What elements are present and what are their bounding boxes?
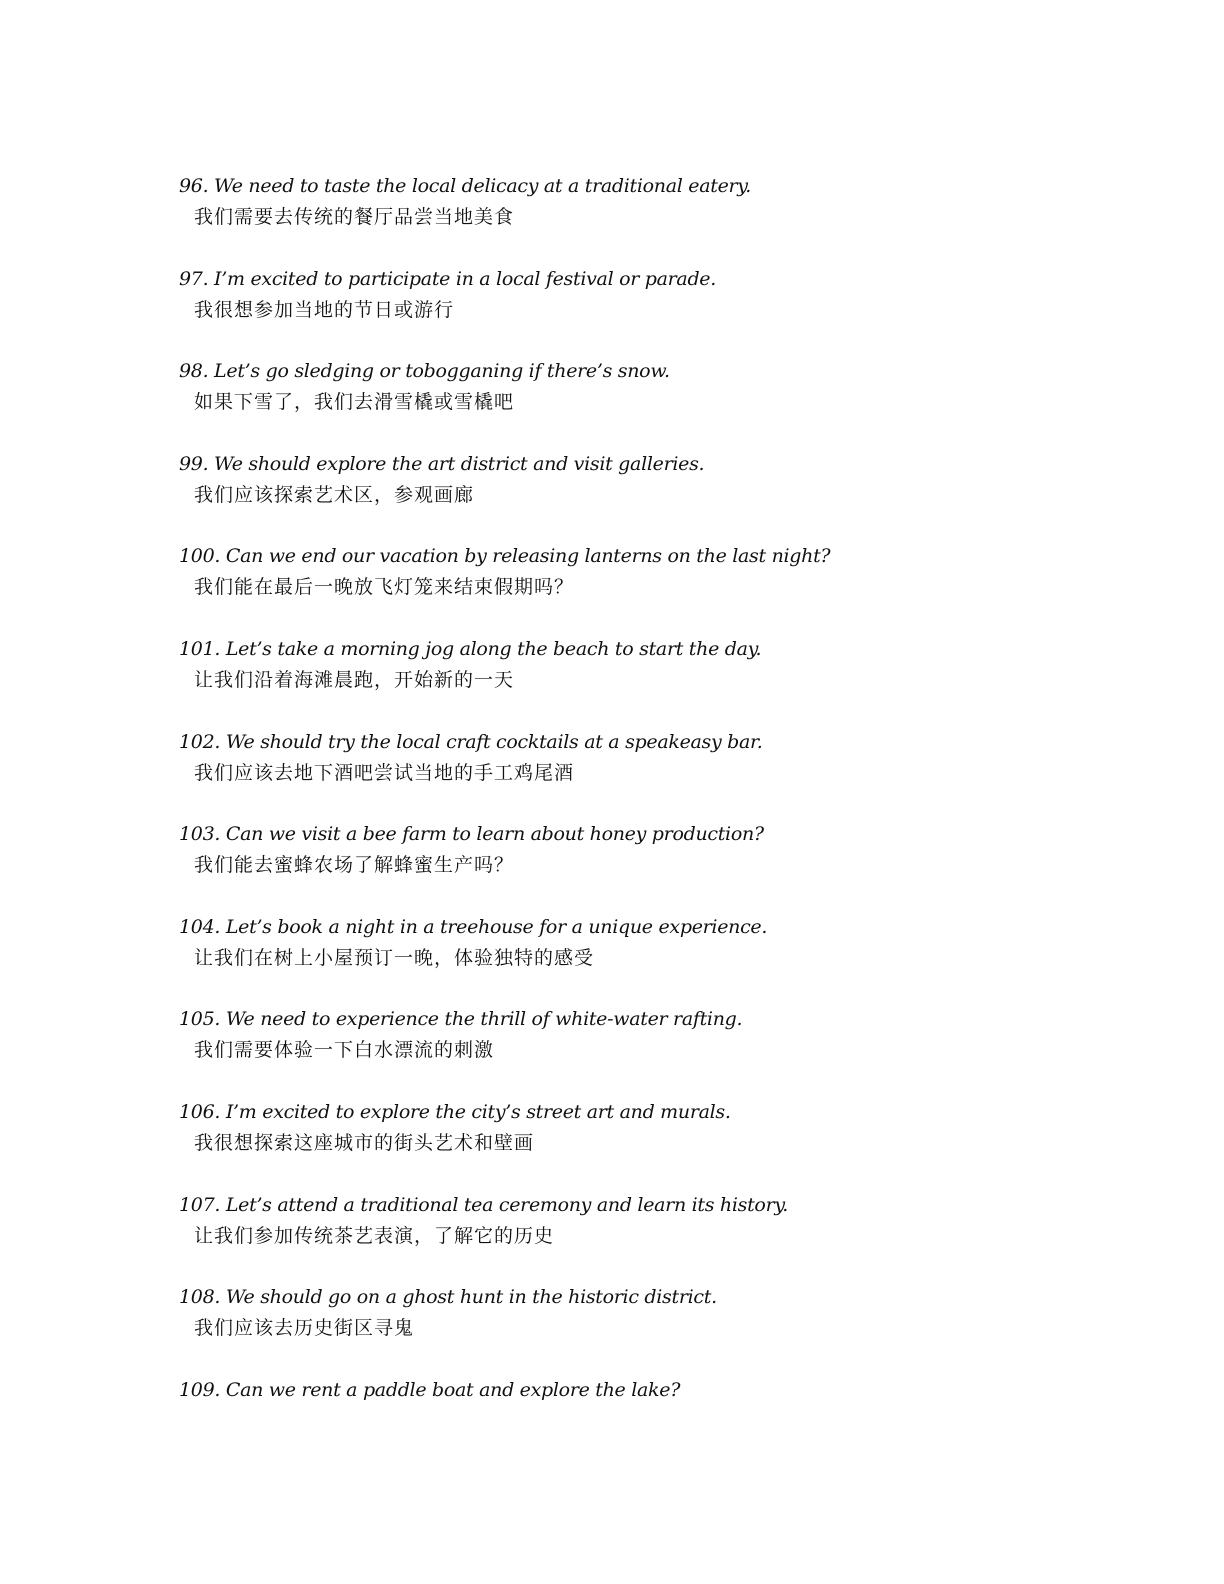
phrase-entry-109 [179,1376,1139,1469]
english-sentence: 102. We should try the local craft cocktails at a speakeasy bar. [179,730,763,753]
phrase-entry-107 [179,1191,1139,1284]
phrase-entry-96 [179,172,1139,265]
phrase-entry-97 [179,265,1139,358]
english-sentence: 108. We should go on a ghost hunt in the historic district. [179,1286,717,1309]
chinese-translation: 让我们参加传统茶艺表演，了解它的历史 [194,1224,555,1247]
chinese-translation: 我们能在最后一晚放飞灯笼来结束假期吗？ [194,576,575,599]
phrase-entry-106 [179,1098,1139,1191]
phrase-entry-108 [179,1283,1139,1376]
english-sentence: 106. I’m excited to explore the city’s street art and murals. [179,1100,731,1123]
chinese-translation: 我们应该去历史街区寻鬼 [194,1317,415,1340]
english-sentence: 96. We need to taste the local delicacy at a traditional eatery. [179,175,751,197]
phrase-entry-99 [179,450,1139,543]
english-sentence: 98. Let’s go sledging or tobogganing if there’s snow. [179,360,670,383]
chinese-translation: 我们能去蜜蜂农场了解蜂蜜生产吗？ [194,854,515,877]
chinese-translation: 我们需要去传统的餐厅品尝当地美食 [194,206,515,228]
chinese-translation: 我们应该探索艺术区，参观画廊 [194,483,475,506]
phrase-entry-103 [179,820,1139,913]
chinese-translation: 如果下雪了，我们去滑雪橇或雪橇吧 [194,391,515,414]
phrase-entry-98 [179,357,1139,450]
chinese-translation: 我们应该去地下酒吧尝试当地的手工鸡尾酒 [194,761,575,784]
english-sentence: 107. Let’s attend a traditional tea ceremony and learn its history. [179,1193,789,1216]
phrase-entry-100 [179,542,1139,635]
english-sentence: 109. Can we rent a paddle boat and explore the lake? [179,1378,681,1401]
english-sentence: 104. Let’s book a night in a treehouse for a unique experience. [179,915,768,938]
english-sentence: 97. I’m excited to participate in a local festival or parade. [179,267,716,290]
phrase-list [179,172,1139,1468]
phrase-entry-101 [179,635,1139,728]
english-sentence: 101. Let’s take a morning jog along the beach to start the day. [179,637,762,660]
english-sentence: 99. We should explore the art district and visit galleries. [179,452,705,475]
english-sentence: 105. We need to experience the thrill of white-water rafting. [179,1008,743,1031]
phrase-entry-104 [179,913,1139,1006]
phrase-entry-105 [179,1005,1139,1098]
phrase-entry-102 [179,728,1139,821]
chinese-translation: 让我们在树上小屋预订一晚，体验独特的感受 [194,946,595,969]
chinese-translation: 让我们沿着海滩晨跑，开始新的一天 [194,668,515,691]
chinese-translation: 我很想探索这座城市的街头艺术和壁画 [194,1131,535,1154]
english-sentence: 103. Can we visit a bee farm to learn about honey production? [179,823,764,846]
chinese-translation: 我们需要体验一下白水漂流的刺激 [194,1039,495,1062]
chinese-translation: 我很想参加当地的节日或游行 [194,298,455,321]
english-sentence: 100. Can we end our vacation by releasing lanterns on the last night? [179,545,831,568]
